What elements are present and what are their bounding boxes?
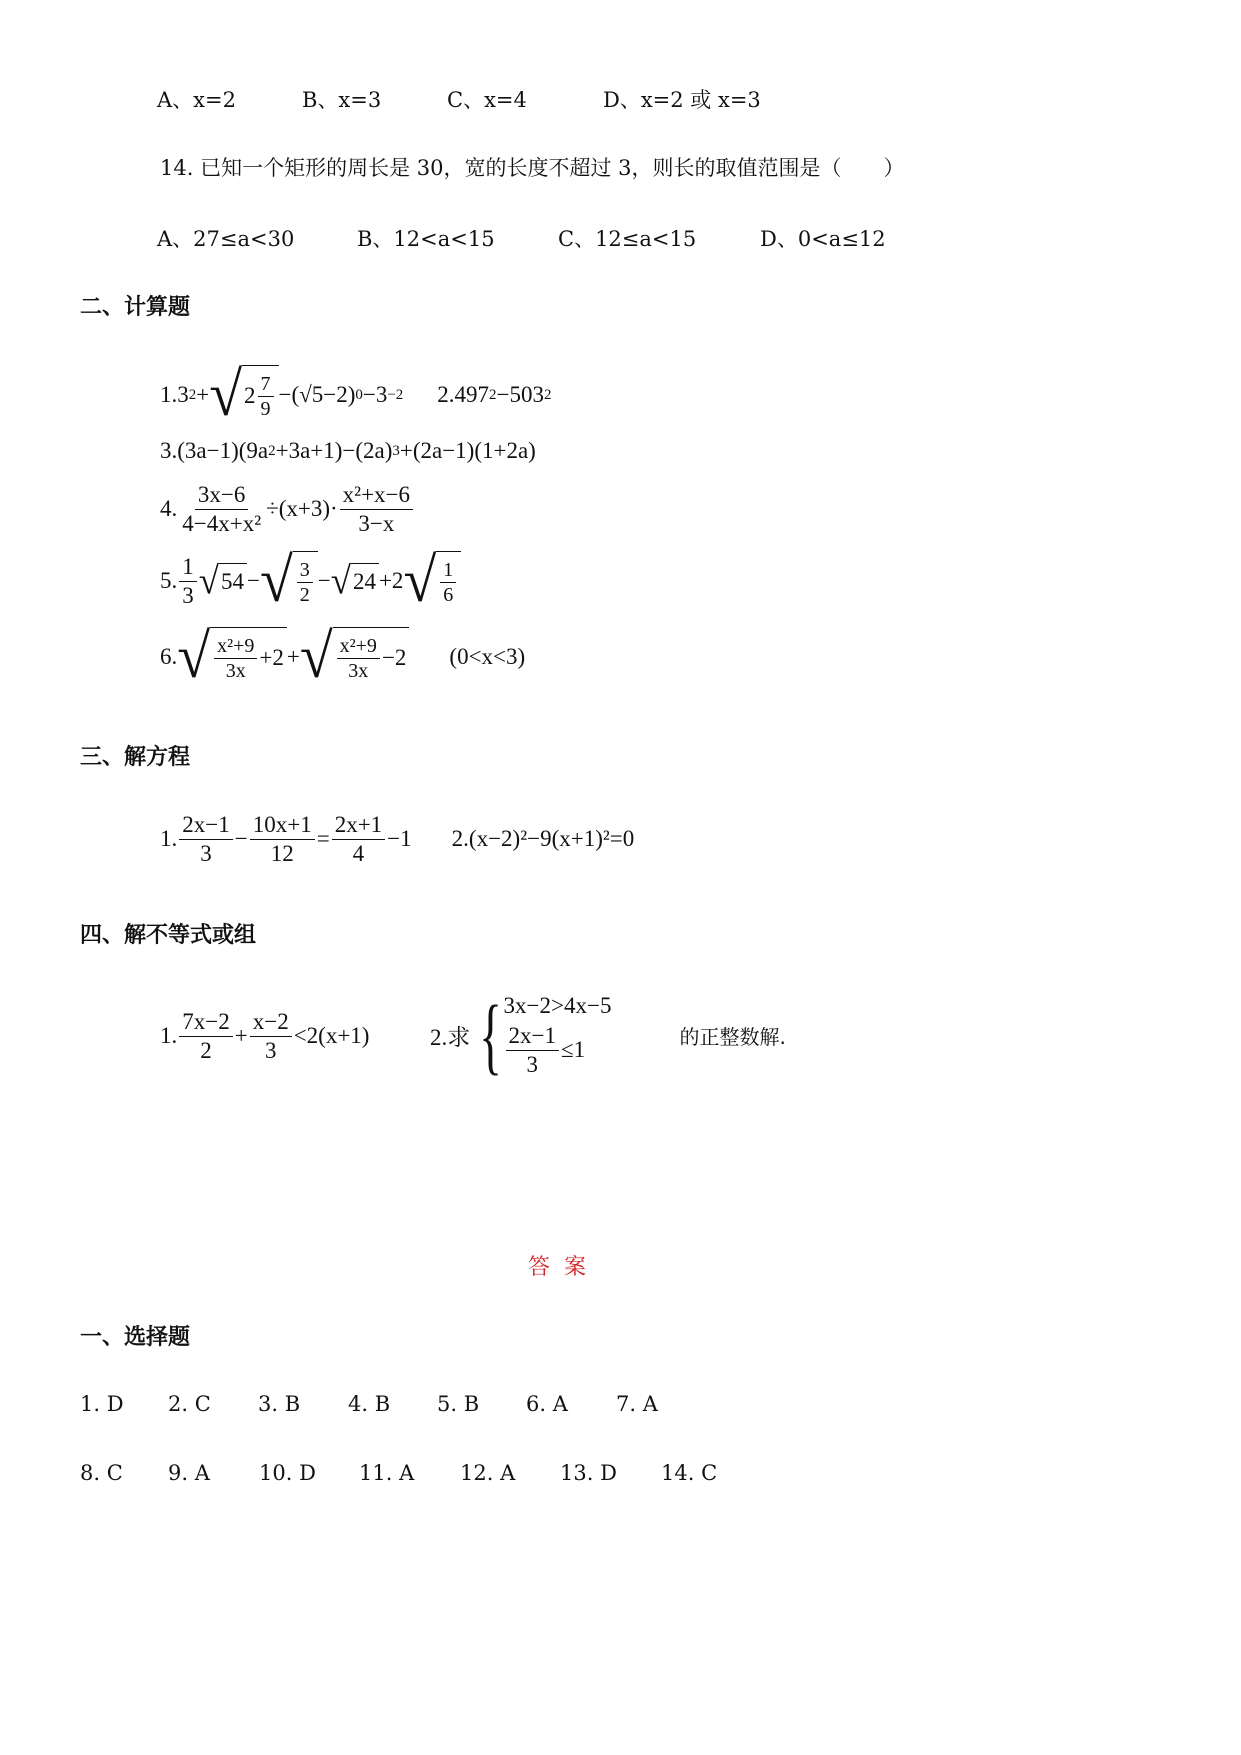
denominator: 3−x <box>358 510 395 536</box>
numerator: x²+9 <box>337 635 380 659</box>
numerator: 1 <box>440 559 456 583</box>
q14-option-c: C、12≤a<15 <box>558 227 697 251</box>
denominator: 4−4x+x² <box>182 510 262 536</box>
calc-problem-3: 3. (3a−1)(9a 2 +3a+1)−(2a) 3 +(2a−1)(1+2a) <box>160 438 536 463</box>
section-title-calculation: 二、计算题 <box>80 295 191 320</box>
radicand: 54 <box>219 563 247 600</box>
q13-option-c: C、x=4 <box>447 88 527 112</box>
problem-instruction: 的正整数解. <box>679 1024 786 1049</box>
answer-item: 7. A <box>616 1392 658 1416</box>
radical-sign: √ <box>403 545 437 615</box>
numerator: 2x−1 <box>506 1023 559 1050</box>
numerator: 1 <box>179 554 197 581</box>
radical-sign: √ <box>299 621 333 691</box>
term: ÷(x+3)· <box>266 496 338 521</box>
inequality-system <box>504 993 612 1077</box>
numerator: 3x−6 <box>195 482 248 509</box>
problem-label: 2.求 <box>430 1024 471 1050</box>
q13-option-b: B、x=3 <box>302 88 382 112</box>
system-line: 3x−2>4x−5 <box>503 993 612 1019</box>
term: (3a−1)(9a <box>177 438 269 463</box>
equation-problem-1 <box>160 808 634 870</box>
numerator: 3 <box>297 559 313 583</box>
q14-option-d: D、0<a≤12 <box>760 227 886 251</box>
numerator: 10x+1 <box>250 812 315 839</box>
radicand: 24 <box>351 563 379 600</box>
problem-label: 4. <box>160 496 178 521</box>
answer-item: 5. B <box>437 1392 480 1416</box>
problem-label: 3. <box>160 438 178 463</box>
square-root <box>259 545 318 615</box>
answer-item: 12. A <box>460 1461 516 1485</box>
radical-sign: √ <box>209 359 243 429</box>
problem-label: 1. <box>160 1023 178 1048</box>
fraction <box>337 635 380 682</box>
denominator: 3 <box>182 582 194 608</box>
section-title-inequalities: 四、解不等式或组 <box>80 923 257 948</box>
term: +2 <box>378 568 404 593</box>
operator: − <box>317 568 331 593</box>
answer-item: 2. C <box>168 1392 211 1416</box>
term: 503 <box>509 382 544 407</box>
answer-item: 4. B <box>348 1392 391 1416</box>
fraction <box>340 482 413 536</box>
term: 3 <box>177 382 189 407</box>
term: +(2a−1)(1+2a) <box>399 438 536 463</box>
square-root <box>177 621 287 691</box>
answer-item: 10. D <box>259 1461 316 1485</box>
system-brace: { <box>479 987 503 1083</box>
equation: (x−2)²−9(x+1)²=0 <box>468 826 635 851</box>
fraction <box>250 812 315 866</box>
term: 497 <box>454 382 490 407</box>
answer-item: 11. A <box>359 1461 415 1485</box>
problem-label: 5. <box>160 568 178 593</box>
problem-label: 2. <box>437 382 455 407</box>
inequality-problem-1 <box>160 1005 369 1067</box>
fraction <box>214 635 257 682</box>
problem-label: 6. <box>160 644 178 669</box>
denominator: 2 <box>299 583 310 606</box>
fraction <box>179 1009 232 1063</box>
radical-sign: √ <box>259 545 293 615</box>
square-root <box>299 621 410 691</box>
term: ≤1 <box>561 1037 586 1062</box>
denominator: 3 <box>200 840 212 866</box>
fraction <box>440 559 456 606</box>
denominator: 9 <box>260 397 271 420</box>
answer-item: 13. D <box>560 1461 617 1485</box>
operator: − <box>234 826 248 851</box>
calc-problem-4 <box>160 478 415 540</box>
fraction <box>332 812 385 866</box>
fraction <box>506 1023 559 1077</box>
q13-option-a: A、x=2 <box>157 88 236 112</box>
problem-label: 1. <box>160 826 178 851</box>
term: −(√5−2) <box>278 382 356 407</box>
numerator: 2x−1 <box>179 812 232 839</box>
calc-problem-6 <box>160 622 525 692</box>
section-title-equations: 三、解方程 <box>80 745 191 770</box>
answers-title: 答案 <box>528 1255 601 1280</box>
problem-label: 2. <box>451 826 469 851</box>
fraction <box>179 554 197 608</box>
q14-option-b: B、12<a<15 <box>357 227 495 251</box>
denominator: 3x <box>225 659 246 682</box>
numerator: 2x+1 <box>332 812 385 839</box>
square-root <box>209 359 278 429</box>
numerator: x²+9 <box>214 635 257 659</box>
radical-sign: √ <box>177 621 211 691</box>
denominator: 6 <box>443 583 454 606</box>
answer-item: 9. A <box>168 1461 210 1485</box>
q13-option-d: D、x=2 或 x=3 <box>603 88 761 112</box>
mixed-whole: 2 <box>244 383 256 409</box>
numerator: x−2 <box>250 1009 292 1036</box>
denominator: 2 <box>200 1037 212 1063</box>
term: +3a+1)−(2a) <box>275 438 393 463</box>
answer-item: 1. D <box>80 1392 124 1416</box>
numerator: 7 <box>258 373 274 397</box>
answers-section-title: 一、选择题 <box>80 1325 191 1350</box>
answer-item: 3. B <box>258 1392 301 1416</box>
numerator: x²+x−6 <box>340 482 413 509</box>
problem-label: 1. <box>160 382 178 407</box>
denominator: 3 <box>264 1037 277 1063</box>
inequality-problem-2 <box>430 985 786 1085</box>
fraction <box>179 812 232 866</box>
fraction <box>179 482 264 536</box>
term: −1 <box>387 826 412 851</box>
fraction <box>250 1009 292 1063</box>
operator: − <box>496 382 510 407</box>
term: <2(x+1) <box>293 1023 370 1048</box>
calc-problem-1: 1. 3 2 + √ 2 $\frac{7}{9}$ −(√5−2) 0 −3 −2 2. 497 2 − 503 2 <box>160 359 552 429</box>
denominator: 3x <box>348 659 369 682</box>
term: −2 <box>381 645 407 671</box>
calc-problem-5 <box>160 545 461 615</box>
q14-option-a: A、27≤a<30 <box>157 227 295 251</box>
q14-text: 14. 已知一个矩形的周长是 30，宽的长度不超过 3，则长的取值范围是（ ） <box>160 156 905 180</box>
operator: − <box>246 568 260 593</box>
term: +2 <box>259 645 284 671</box>
denominator: 4 <box>352 840 365 866</box>
fraction <box>297 559 313 606</box>
operator: = <box>316 826 330 851</box>
answer-item: 14. C <box>661 1461 718 1485</box>
answer-item: 8. C <box>80 1461 123 1485</box>
square-root <box>403 545 461 615</box>
denominator: 3 <box>526 1051 539 1077</box>
square-root <box>330 558 379 602</box>
numerator: 7x−2 <box>179 1009 232 1036</box>
answer-item: 6. A <box>526 1392 568 1416</box>
denominator: 12 <box>270 840 294 866</box>
fraction <box>258 373 274 420</box>
condition: (0<x<3) <box>449 644 526 669</box>
operator: + <box>234 1023 248 1048</box>
operator: + <box>286 644 300 669</box>
term: −3 <box>362 382 388 407</box>
radical-sign: √ <box>330 558 351 602</box>
radical-sign: √ <box>198 558 219 602</box>
square-root <box>198 558 247 602</box>
operator: + <box>196 382 210 407</box>
